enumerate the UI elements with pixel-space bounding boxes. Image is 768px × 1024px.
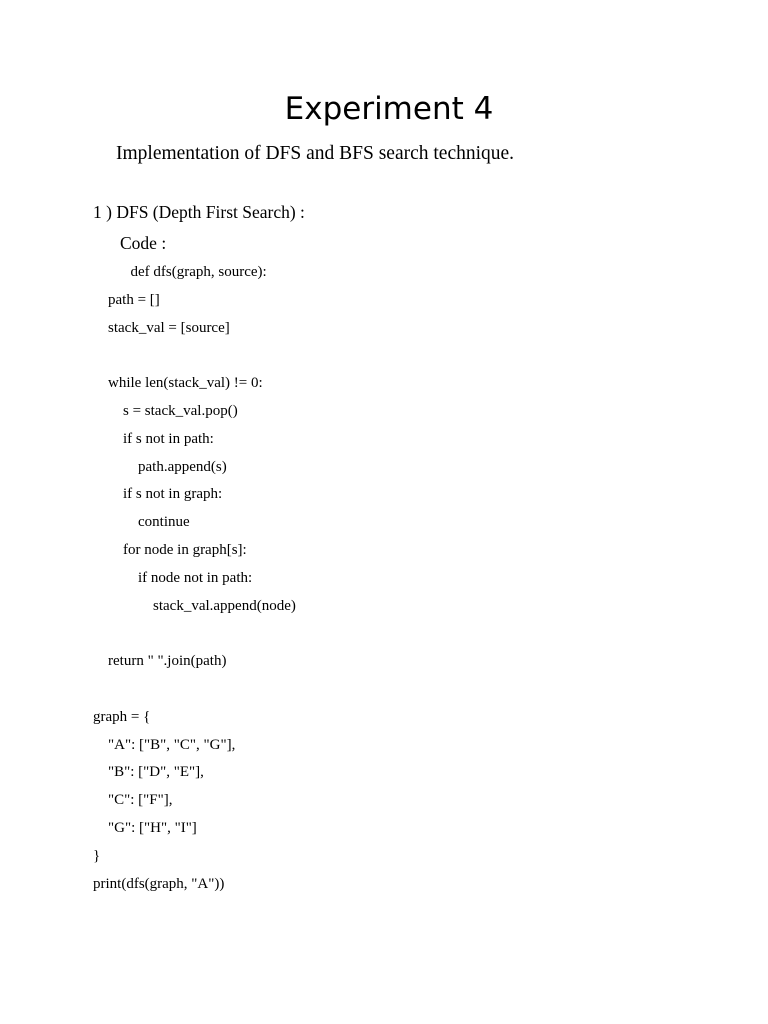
code-line: return " ".join(path) [93, 653, 227, 670]
code-block [93, 262, 693, 901]
code-line: stack_val.append(node) [93, 597, 296, 614]
code-line: for node in graph[s]: [93, 541, 247, 558]
page-title: Experiment 4 [284, 91, 494, 127]
code-line [93, 679, 693, 707]
code-line: path.append(s) [93, 458, 227, 475]
code-line: "G": ["H", "I"] [93, 819, 197, 836]
code-line: path = [] [93, 291, 160, 308]
code-line: "A": ["B", "C", "G"], [93, 736, 236, 753]
code-line: } [93, 847, 101, 864]
code-line [93, 623, 693, 651]
code-line: if node not in path: [93, 569, 253, 586]
code-line: graph = { [93, 708, 151, 725]
code-label: Code : [120, 233, 167, 253]
section-heading: 1 ) DFS (Depth First Search) : [93, 202, 305, 222]
code-line: def dfs(graph, source): [93, 264, 267, 280]
code-line: "B": ["D", "E"], [93, 764, 204, 781]
code-line: continue [93, 514, 190, 531]
code-line: stack_val = [source] [93, 319, 230, 336]
code-line: while len(stack_val) != 0: [93, 375, 263, 392]
code-line [93, 345, 693, 373]
code-line: "C": ["F"], [93, 792, 173, 809]
page-subtitle: Implementation of DFS and BFS search technique. [116, 143, 515, 164]
code-line: print(dfs(graph, "A")) [93, 875, 225, 892]
code-line: if s not in path: [93, 430, 214, 447]
code-line: s = stack_val.pop() [93, 402, 238, 419]
code-line: if s not in graph: [93, 486, 223, 503]
